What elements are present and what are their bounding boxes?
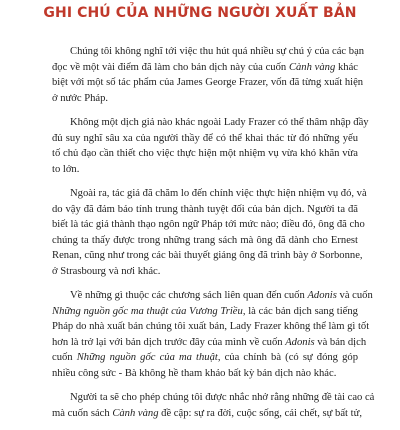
text-segment: chúng ta thấy được trong những trang sách mà ông đã dành cho Ernest <box>52 234 358 246</box>
text-line <box>52 366 358 382</box>
text-line <box>52 319 370 335</box>
text-line <box>52 288 373 304</box>
text-segment: đủ suy nghĩ sâu xa của người thầy để có thể khai thác từ đó những yếu <box>52 132 358 144</box>
text-line <box>52 115 369 131</box>
text-line <box>52 44 365 60</box>
text-segment: Chúng tôi không nghĩ tới việc thu hút quá nhiều sự chú ý của các bạn <box>70 46 365 57</box>
text-segment: đề cập: sự ra đời, cuộc sống, cái chết, sự bất tử, <box>158 407 362 419</box>
text-segment: ở nước Pháp. <box>52 92 109 104</box>
text-line <box>52 146 358 162</box>
text-line <box>52 162 358 178</box>
text-segment: Renan, cũng như trong các bài thuyết giảng ông đã trình bày ở Sorbonne, <box>52 250 363 261</box>
text-line <box>52 60 358 76</box>
text-line <box>52 202 358 218</box>
paragraph <box>52 288 373 381</box>
text-segment: và cuốn <box>336 290 373 301</box>
text-segment: Người ta sẽ cho phép chúng tôi được nhắc nhở rằng những đề tài cao cả <box>70 392 375 403</box>
text-segment: tố chủ đạo cần thiết cho việc thực hiện một nhiệm vụ vừa khó khăn vừa <box>52 148 358 159</box>
text-segment: biết là tác giả thành thạo ngôn ngữ Pháp tới mức nào; điều đó, ông đã cho <box>52 219 365 230</box>
book-title-text: Cành vàng <box>288 61 336 73</box>
book-title-text: Adonis <box>285 336 315 348</box>
text-segment: nhiều công sức - Bà không hề tham khảo bất kỳ bản dịch nào khác. <box>52 367 337 379</box>
text-line <box>52 390 375 406</box>
text-segment: Về những gì thuộc các chương sách liên quan đến cuốn <box>70 290 308 301</box>
book-title-text: Adonis <box>307 290 337 301</box>
text-line <box>52 248 363 264</box>
text-segment: do vậy đã đảm bảo tính trung thành tuyệt đối của bản dịch. Người ta đã <box>52 203 358 215</box>
book-title-text: Cành vàng <box>112 407 159 419</box>
text-line <box>52 91 358 107</box>
paragraph <box>52 115 369 177</box>
text-segment: khác <box>335 61 358 73</box>
book-title-text: Những nguồn gốc ma thuật của Vương Triều <box>52 305 243 317</box>
text-segment: Pháp do nhà xuất bản chúng tôi xuất bản, Lady Frazer không thể làm gì tốt <box>52 321 370 332</box>
text-segment: Ngoài ra, tác giả đã chăm lo đến chính việc thực hiện nhiệm vụ đó, và <box>70 188 367 199</box>
text-line <box>52 304 358 320</box>
document-body <box>52 44 375 430</box>
paragraph <box>52 390 375 421</box>
text-line <box>52 350 358 366</box>
paragraph <box>52 186 367 279</box>
page-title: GHI CHÚ CỦA NHỮNG NGƯỜI XUẤT BẢN <box>43 5 357 21</box>
text-line <box>52 75 364 91</box>
text-line <box>52 217 365 233</box>
text-line <box>52 186 367 202</box>
text-segment: và bản dịch <box>314 336 367 348</box>
paragraph <box>52 44 365 106</box>
text-line <box>52 406 362 422</box>
text-segment: ở Strasbourg và nơi khác. <box>52 265 161 277</box>
text-segment: mà cuốn sách <box>52 407 113 419</box>
text-line <box>52 335 367 351</box>
text-segment: to lớn. <box>52 163 80 175</box>
text-segment: cuốn <box>52 352 77 363</box>
text-segment: biệt với một số tác phẩm của James George Frazer, vốn đã từng xuất hiện <box>52 77 364 88</box>
text-segment: hơn là trở lại với bản dịch trước đây của mình về cuốn <box>52 336 286 348</box>
text-segment: đọc về một vài điểm đã làm cho bản dịch này của cuốn <box>52 61 289 73</box>
text-line <box>52 264 358 280</box>
text-segment: , là các bản dịch sang tiếng <box>242 305 358 317</box>
text-line <box>52 131 358 147</box>
text-segment: Không một dịch giả nào khác ngoài Lady Frazer có thể thâm nhập đầy <box>70 117 369 128</box>
book-title-text: Những nguồn gốc của ma thuật <box>76 352 218 363</box>
text-line <box>52 233 358 249</box>
text-segment: , của chính bà (có sự đóng góp <box>217 352 358 363</box>
